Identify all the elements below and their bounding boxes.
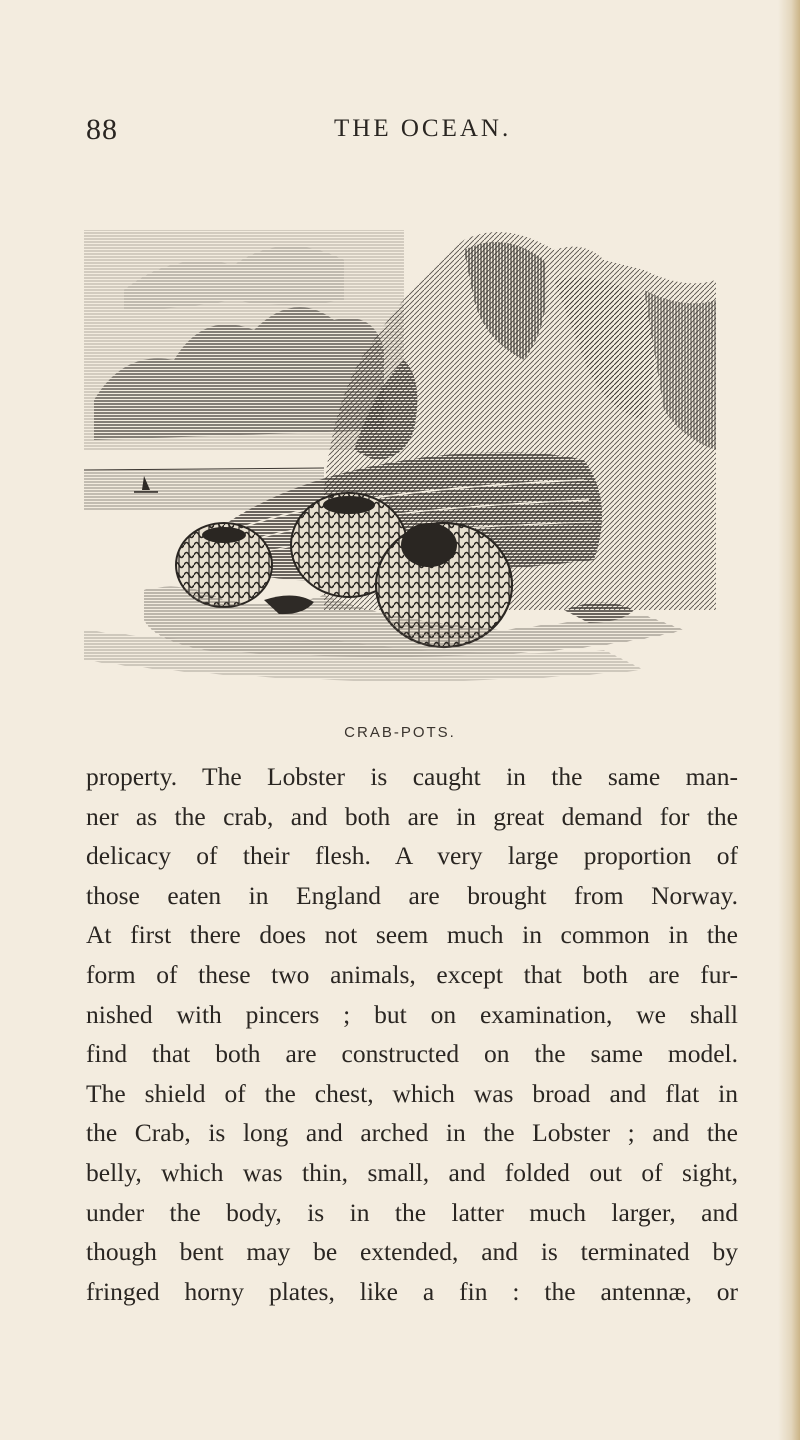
text-line: nished with pincers ; but on examination, we shall [86,999,738,1029]
text-line: property. The Lobster is caught in the same man- [86,762,738,791]
text-line: though bent may be extended, and is terminated by [86,1237,738,1267]
crab-pots-engraving [84,190,716,696]
page-number: 88 [86,113,118,146]
text-line: At first there does not seem much in common in the [86,920,738,950]
text-line: the Crab, is long and arched in the Lobster ; and the [86,1118,738,1148]
page-header [86,113,716,153]
page-edge [778,0,800,1440]
text-line: delicacy of their flesh. A very large proportion of [86,841,738,871]
running-head: THE OCEAN. [334,115,512,142]
text-line: fringed horny plates, like a fin : the antennæ, or [86,1276,738,1306]
text-line: belly, which was thin, small, and folded out of sight, [86,1157,738,1187]
text-line: find that both are constructed on the same model. [86,1039,738,1069]
body-text [86,757,738,1311]
text-line: The shield of the chest, which was broad and flat in [86,1078,738,1108]
text-line: ner as the crab, and both are in great demand for the [86,801,738,831]
text-line: those eaten in England are brought from Norway. [86,880,738,910]
figure-caption: CRAB-POTS. [344,724,456,741]
text-line: form of these two animals, except that both are fur- [86,959,738,989]
text-line: under the body, is in the latter much larger, and [86,1197,738,1227]
